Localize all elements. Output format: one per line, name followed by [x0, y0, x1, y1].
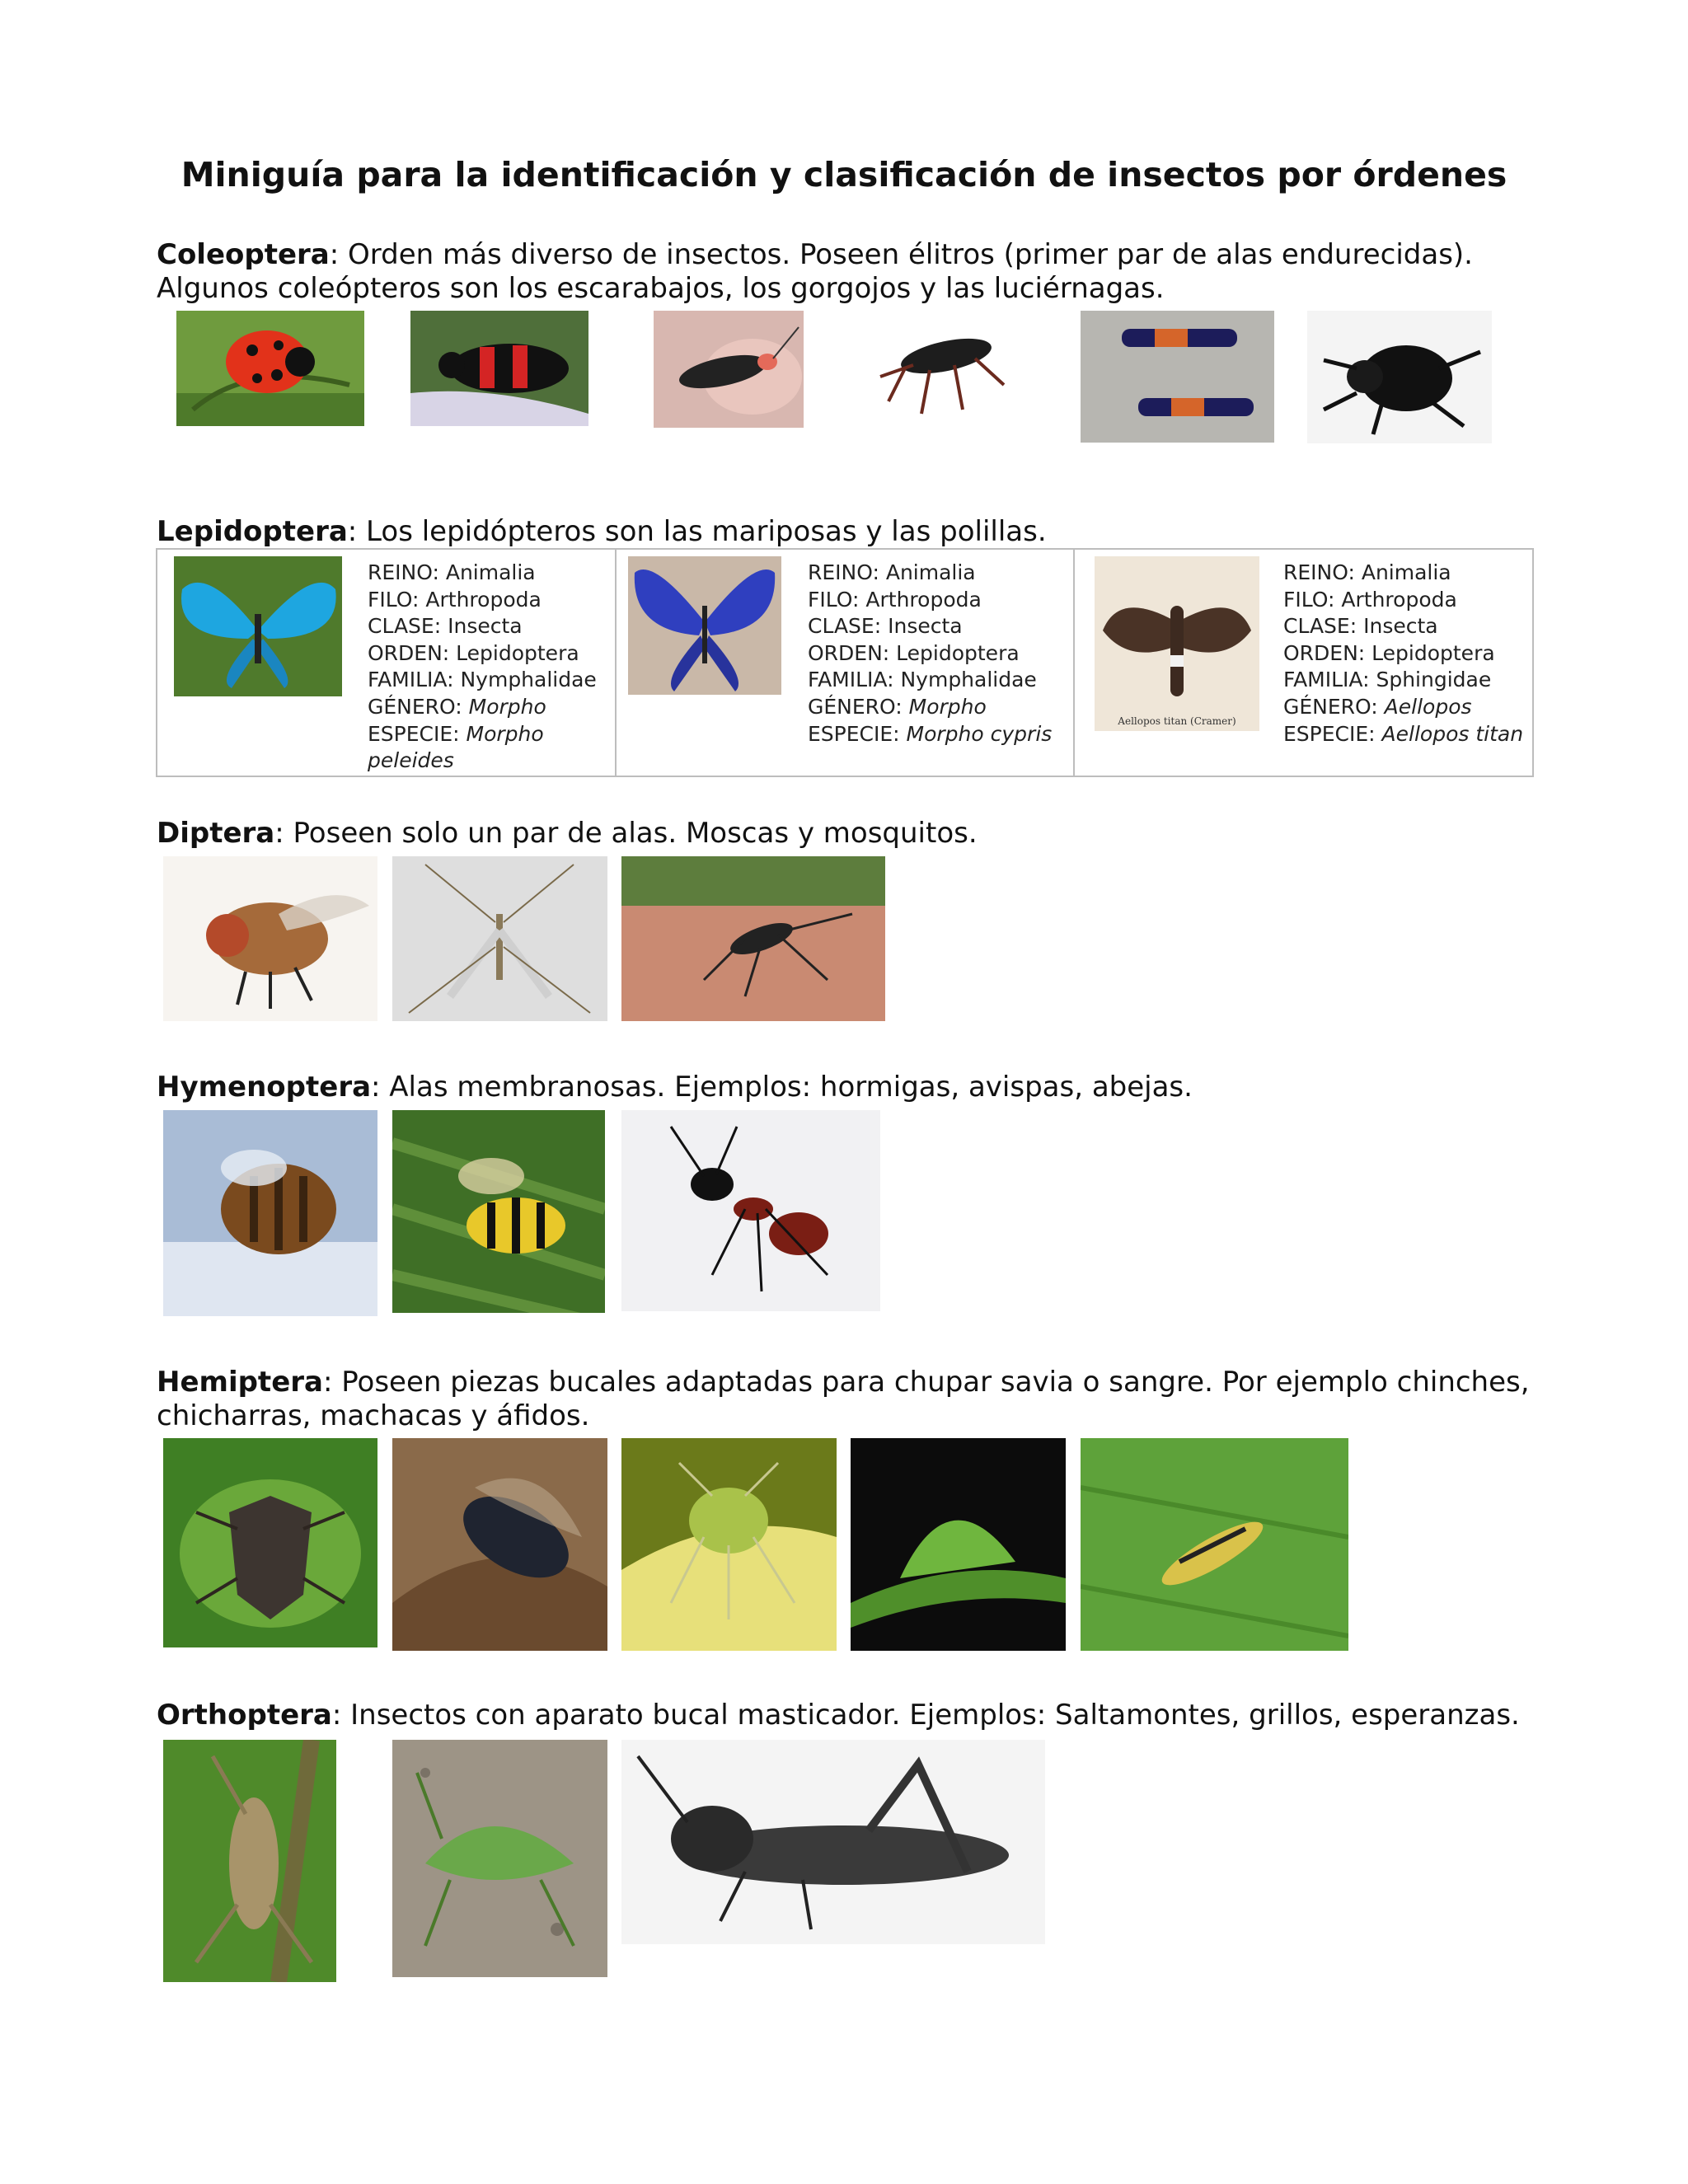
blister-beetle-photo	[410, 311, 588, 426]
mosquito-photo	[621, 856, 885, 1021]
page-title: Miniguía para la identificación y clasificación de insectos por órdenes	[181, 155, 1507, 194]
coleoptera-description: Coleoptera: Orden más diverso de insectos. Poseen élitros (primer par de alas endurecidas). Algunos coleópteros son los escarabajos, los gorgojos y las luciérnagas.	[157, 238, 1473, 305]
morpho-cypris-photo	[628, 556, 781, 695]
fly-photo	[163, 856, 377, 1021]
order-name-orthoptera: Orthoptera	[157, 1699, 332, 1732]
rove-beetles-photo	[1081, 311, 1274, 443]
order-name-diptera: Diptera	[157, 817, 275, 850]
grasshopper-photo	[163, 1740, 336, 1982]
locust-photo	[621, 1740, 1045, 1944]
taxonomy-text: REINO: Animalia FILO: Arthropoda CLASE: Insecta ORDEN: Lepidoptera FAMILIA: Nymphalidae GÉNERO: Morpho ESPECIE: Morpho cypris	[808, 560, 1053, 746]
aphid-photo	[621, 1438, 837, 1651]
lepidoptera-description: Lepidoptera: Los lepidópteros son las mariposas y las polillas.	[157, 515, 1047, 548]
order-name-lepidoptera: Lepidoptera	[157, 515, 348, 548]
ant-photo	[621, 1110, 880, 1311]
taxonomy-cell	[1073, 550, 1532, 776]
katydid-photo	[392, 1740, 607, 1977]
firefly-photo	[654, 311, 804, 428]
hymenoptera-description: Hymenoptera: Alas membranosas. Ejemplos: hormigas, avispas, abejas.	[157, 1071, 1193, 1104]
diptera-description: Diptera: Poseen solo un par de alas. Moscas y mosquitos.	[157, 817, 978, 850]
crane-fly-photo	[392, 856, 607, 1021]
stink-bug-photo	[163, 1438, 377, 1647]
svg-text:Aellopos titan (Cramer): Aellopos titan (Cramer)	[1118, 715, 1236, 727]
taxonomy-cell	[615, 550, 1073, 776]
cicada-photo	[392, 1438, 607, 1651]
order-name-hymenoptera: Hymenoptera	[157, 1071, 372, 1104]
taxonomy-text: REINO: Animalia FILO: Arthropoda CLASE: Insecta ORDEN: Lepidoptera FAMILIA: Sphingidae GÉNERO: Aellopos ESPECIE: Aellopos titan	[1283, 560, 1524, 746]
order-name-hemiptera: Hemiptera	[157, 1366, 323, 1399]
taxonomy-text: REINO: Animalia FILO: Arthropoda CLASE: Insecta ORDEN: Lepidoptera FAMILIA: Nymphalidae GÉNERO: Morpho ESPECIE: Morpho peleides	[368, 560, 597, 773]
taxonomy-cell	[157, 550, 615, 776]
leafhopper-photo	[1081, 1438, 1348, 1651]
bee-photo	[163, 1110, 377, 1316]
scarab-beetle-photo	[1307, 311, 1492, 443]
morpho-peleides-photo	[174, 556, 342, 696]
order-name-coleoptera: Coleoptera	[157, 238, 330, 271]
weevil-photo	[856, 311, 1020, 434]
treehopper-photo	[851, 1438, 1066, 1651]
lepidoptera-taxonomy-table	[156, 548, 1534, 777]
wasp-photo	[392, 1110, 605, 1313]
orthoptera-description: Orthoptera: Insectos con aparato bucal masticador. Ejemplos: Saltamontes, grillos, esperanzas.	[157, 1699, 1520, 1732]
hemiptera-description: Hemiptera: Poseen piezas bucales adaptadas para chupar savia o sangre. Por ejemplo chinches, chicharras, machacas y áfidos.	[157, 1366, 1530, 1432]
aellopos-titan-photo	[1095, 556, 1259, 731]
ladybug-photo	[176, 311, 364, 426]
